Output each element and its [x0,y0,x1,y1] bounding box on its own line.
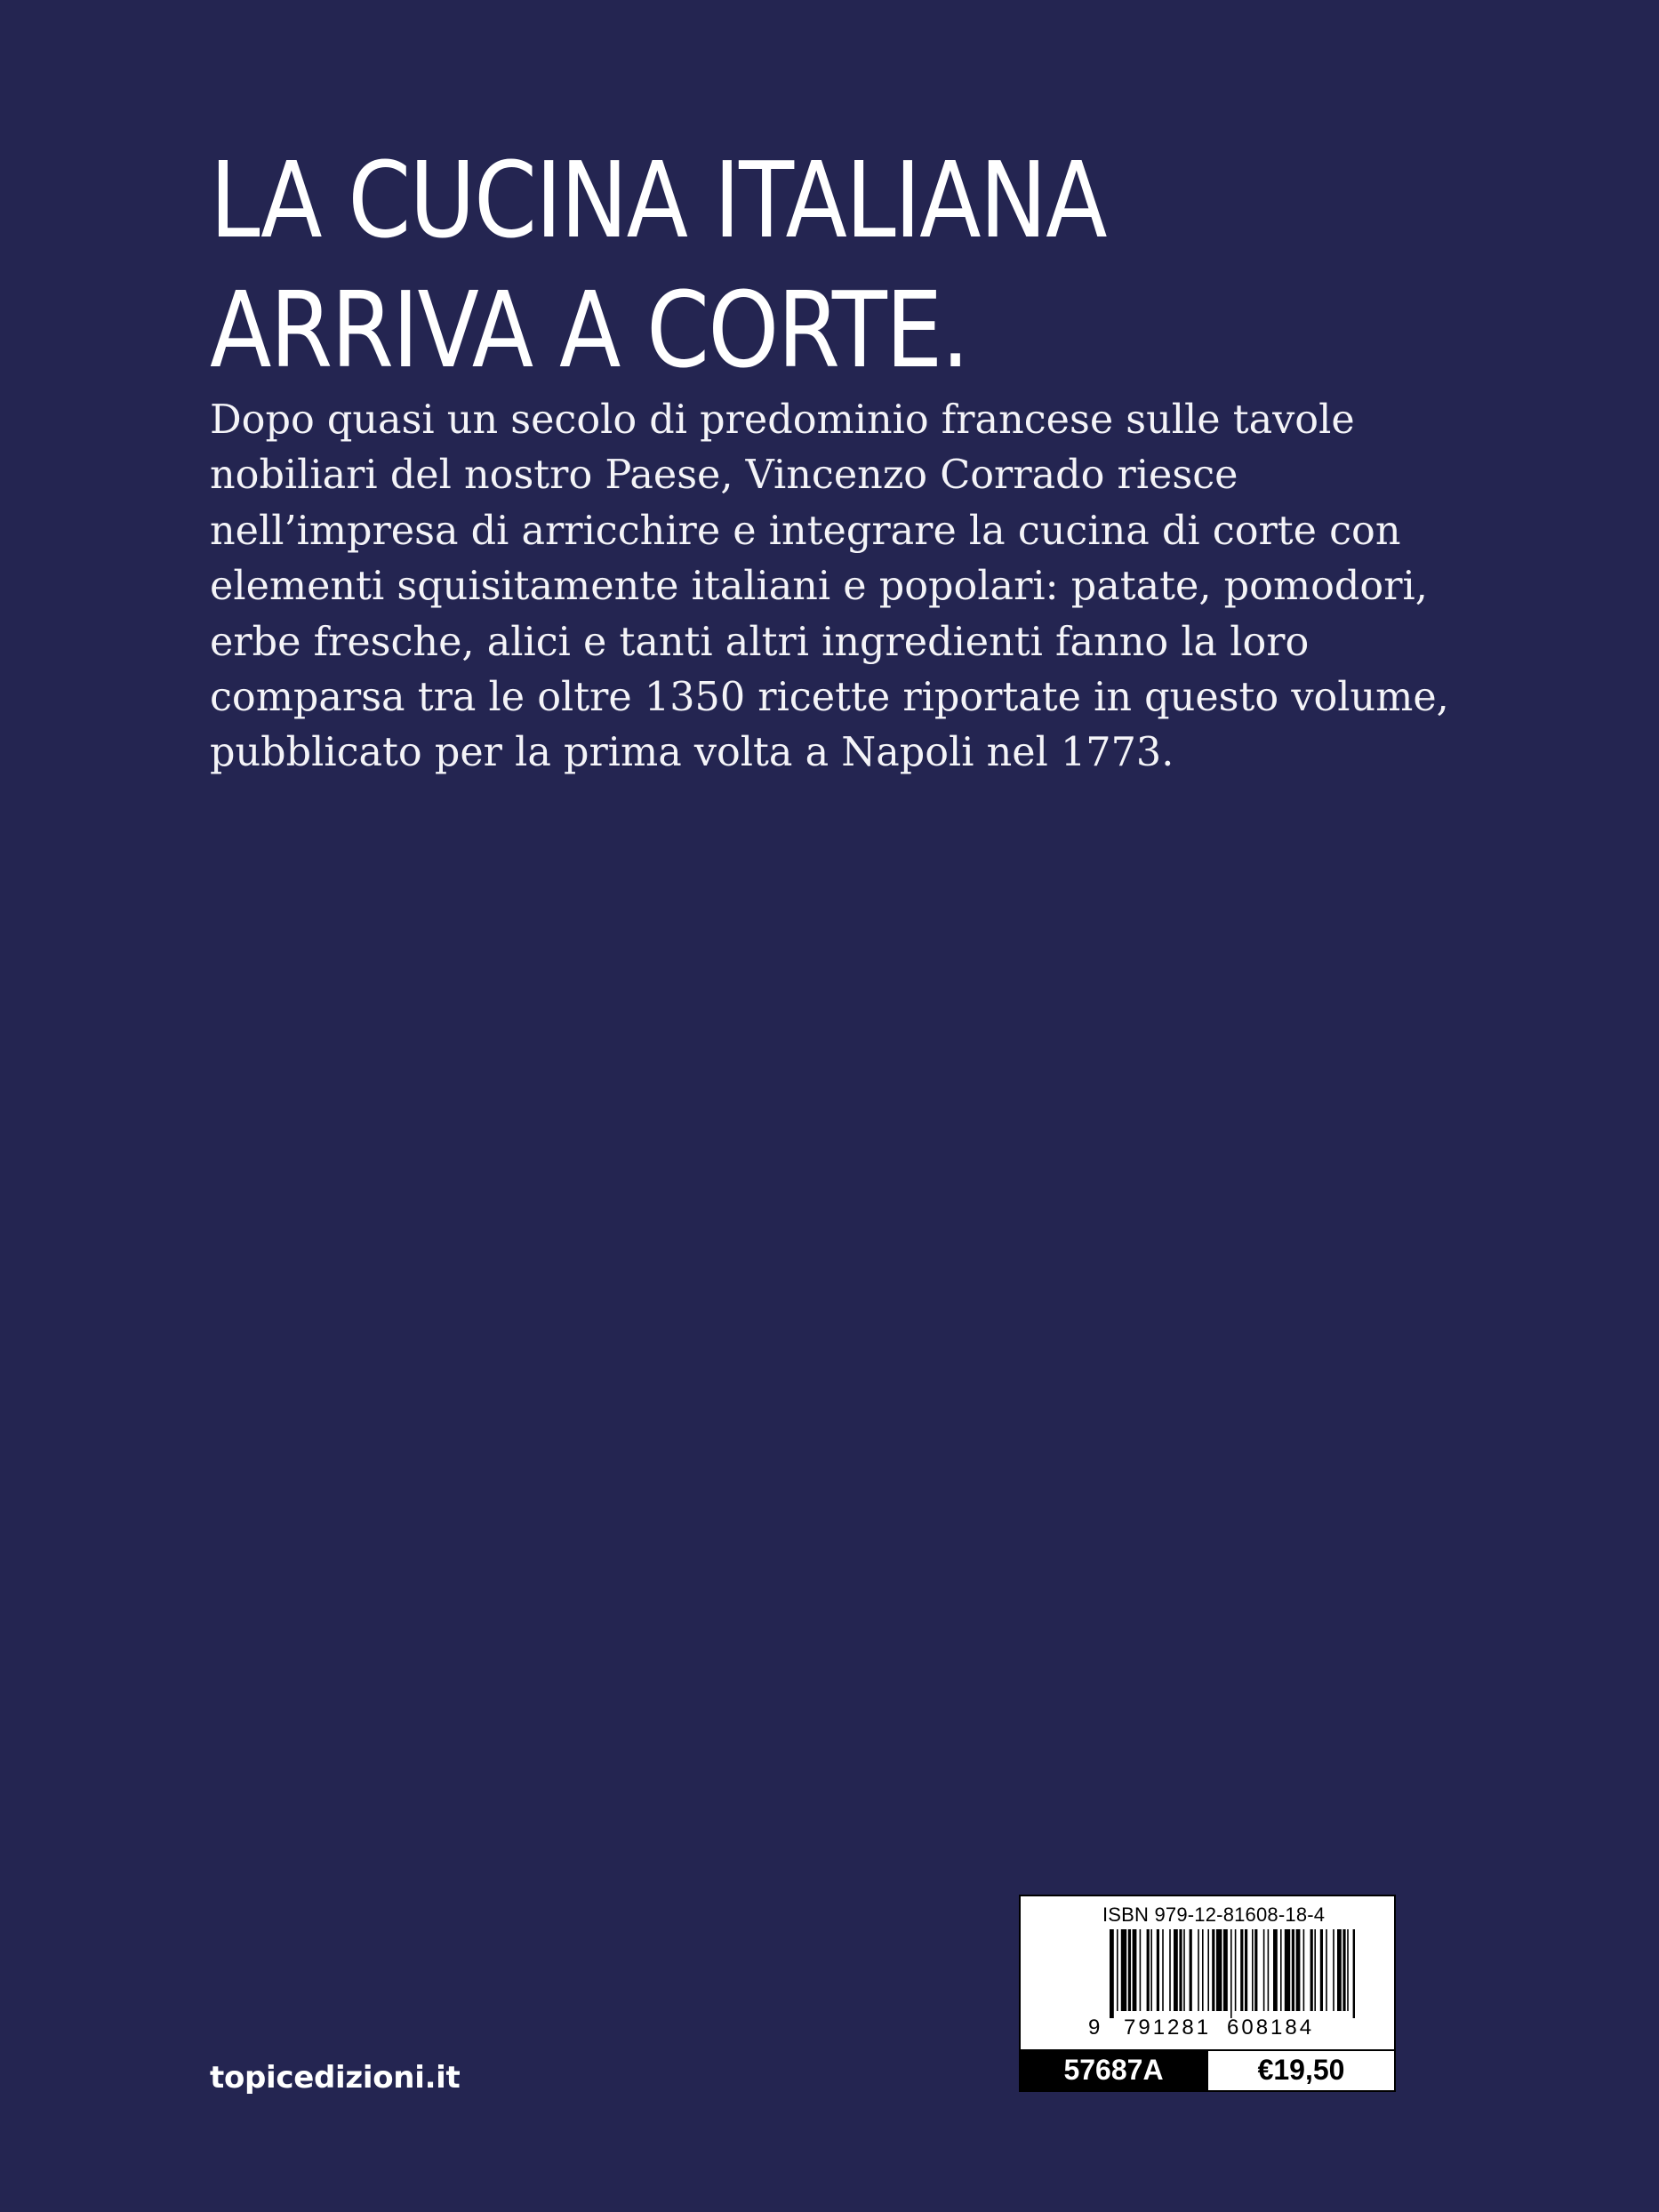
barcode-bar [1320,1929,1323,2011]
barcode-bar [1303,1929,1305,2011]
ean-lead-digit: 9 [1088,2016,1101,2040]
barcode-bar [1263,1929,1265,2011]
barcode-bar [1207,1929,1209,2011]
barcode-bar [1314,1929,1316,2011]
barcode-bar [1347,1929,1349,2011]
barcode-label [1019,1895,1396,2092]
ean-left-digits: 791281 [1124,2016,1212,2040]
barcode-bar [1190,1929,1192,2011]
barcode-bar [1202,1929,1204,2011]
barcode-bar [1235,1929,1237,2011]
barcode-bar [1240,1929,1243,2011]
barcode-bar [1150,1929,1152,2011]
headline [210,135,1252,395]
barcode-bar [1174,1929,1178,2011]
headline-line-1: LA CUCINA ITALIANA [210,139,1106,261]
blurb-line: comparsa tra le oltre 1350 ricette riportate in questo volume, [210,675,1449,721]
barcode-bar [1353,1929,1355,2018]
back-cover-blurb [210,393,1472,781]
barcode-bar [1147,1929,1150,2011]
product-code: 57687A [1021,2049,1206,2090]
barcode-bar [1296,1929,1301,2011]
barcode-bar [1110,1929,1114,2018]
publisher-url: topicedizioni.it [210,2060,461,2096]
barcode-bar [1216,1929,1222,2011]
price-label: €19,50 [1206,2049,1394,2090]
barcode-bar [1223,1929,1228,2011]
barcode-bar [1183,1929,1185,2011]
barcode-bar [1292,1929,1294,2011]
barcode-bar [1268,1929,1270,2011]
barcode-bar [1230,1929,1232,2018]
barcode-bar [1310,1929,1313,2011]
blurb-line: pubblicato per la prima volta a Napoli nel 1773. [210,730,1174,776]
blurb-line: nobiliari del nostro Paese, Vincenzo Corrado riesce [210,453,1238,499]
barcode-bar [1333,1929,1334,2011]
barcode-bar [1280,1929,1282,2011]
headline-line-2: ARRIVA A CORTE. [210,268,969,391]
blurb-line: erbe fresche, alici e tanti altri ingredienti fanno la loro [210,619,1310,665]
barcode-bar [1117,1929,1118,2011]
barcode-bar [1273,1929,1278,2011]
barcode-bar [1133,1929,1137,2011]
barcode-bar [1179,1929,1182,2011]
barcode-bar [1140,1929,1142,2011]
barcode-bar [1121,1929,1126,2011]
barcode-bar [1162,1929,1164,2011]
blurb-line: nell’impresa di arricchire e integrare la cucina di corte con [210,508,1401,554]
blurb-line: Dopo quasi un secolo di predominio francese sulle tavole [210,397,1355,443]
ean-right-digits: 608184 [1227,2016,1315,2040]
barcode-icon [1110,1929,1355,2018]
isbn-text: ISBN 979-12-81608-18-4 [1102,1903,1326,1926]
barcode-bar [1198,1929,1199,2011]
barcode-bar [1128,1929,1131,2011]
barcode-bar [1252,1929,1254,2011]
barcode-bar [1212,1929,1214,2011]
barcode-bar [1337,1929,1342,2011]
barcode-bar [1245,1929,1247,2011]
barcode-bar [1326,1929,1327,2011]
barcode-bar [1342,1929,1345,2011]
barcode-bar [1254,1929,1257,2011]
barcode-bar [1157,1929,1159,2011]
barcode-bar [1169,1929,1171,2011]
barcode-bar [1285,1929,1290,2011]
blurb-line: elementi squisitamente italiani e popolari: patate, pomodori, [210,564,1428,610]
